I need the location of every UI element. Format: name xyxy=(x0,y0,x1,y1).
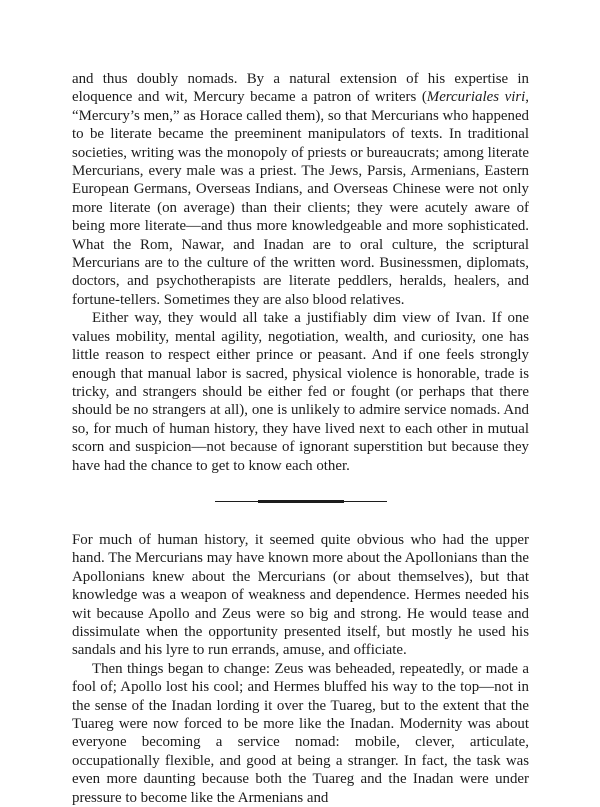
book-page xyxy=(72,70,529,807)
paragraph-text: , “Mercury’s men,” as Horace called them), so that Mercurians who happened to be literate became the preeminent manipulators of texts. In traditional societies, writing was the monopoly of priests or bureaucrats; among literate Mercurians, every male was a priest. The Jews, Parsis, Armenians, Eastern European Germans, Overseas Indians, and Overseas Chinese were not only more literate (on average) than their clients; they were acutely aware of being more literate—and thus more knowledgeable and more sophisticated. What the Rom, Nawar, and Inadan are to oral culture, the scriptural Mercurians are to the culture of the written word. Businessmen, diplomats, doctors, and psychotherapists are literate peddlers, heralds, healers, and fortune-tellers. Sometimes they are also blood relatives. xyxy=(72,89,530,308)
divider-rule-accent xyxy=(258,500,344,503)
paragraph: Either way, they would all take a justifiably dim view of Ivan. If one values mobility, mental agility, negotiation, wealth, and curiosity, one has little reason to respect either prince or peasant. And if one feels strongly enough that manual labor is sacred, physical violence is honorable, trade is tricky, and strangers should be either fed or fought (or perhaps that there should be no strangers at all), one is unlikely to admire service nomads. And so, for much of human history, they have lived next to each other in mutual scorn and suspicion—not because of ignorant superstition but because they have had the chance to get to know each other. xyxy=(72,310,529,474)
latin-phrase: Mercuriales viri xyxy=(426,89,526,106)
section-divider xyxy=(215,500,387,503)
paragraph: For much of human history, it seemed quite obvious who had the upper hand. The Mercurians may have known more about the Apollonians than the Apollonians knew about the Mercurians (or about themselves), but that knowledge was a weapon of weakness and dependence. Hermes needed his wit because Apollo and Zeus were so big and strong. He would tease and dissimulate when the opportunity presented itself, but mostly he used his sandals and his lyre to run errands, amuse, and officiate. xyxy=(72,531,529,659)
paragraph-text: and thus doubly nomads. By a natural extension of his expertise in eloquence and wit, Mercury became a patron of writers ( xyxy=(72,71,529,106)
paragraph: Then things began to change: Zeus was beheaded, repeatedly, or made a fool of; Apollo lost his cool; and Hermes bluffed his way to the top—not in the sense of the Inadan lording it over the Tuareg, but to the extent that the Tuareg were now forced to be more like the Inadan. Modernity was about everyone becoming a service nomad: mobile, clever, articulate, occupationally flexible, and good at being a stranger. In fact, the task was even more daunting because both the Tuareg and the Inadan were under pressure to become like the Armenians and xyxy=(72,660,529,806)
paragraph-continuation xyxy=(72,70,529,309)
